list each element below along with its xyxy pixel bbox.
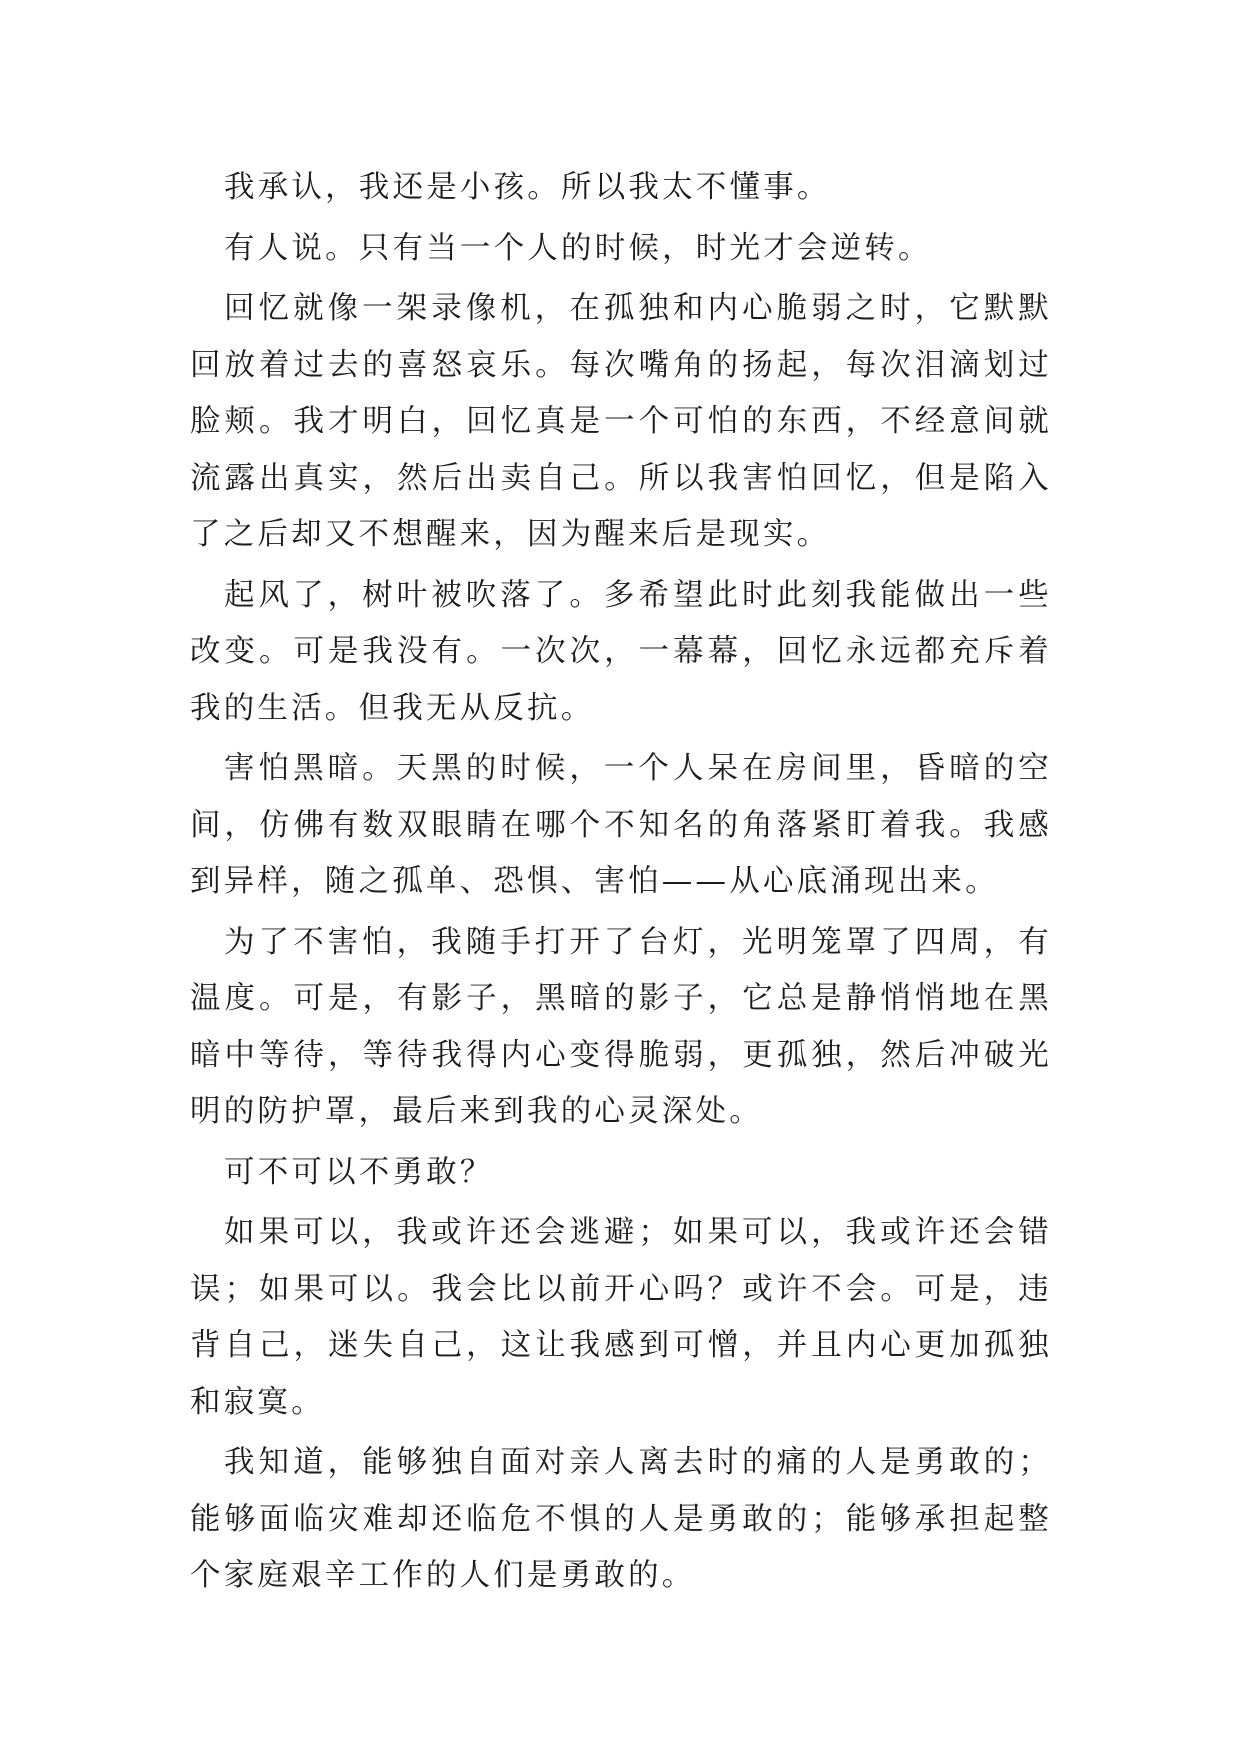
- paragraph: 如果可以，我或许还会逃避；如果可以，我或许还会错误；如果可以。我会比以前开心吗？或许不会。可是，违背自己，迷失自己，这让我感到可憎，并且内心更加孤独和寂寞。: [190, 1215, 1052, 1420]
- paragraph: 有人说。只有当一个人的时候，时光才会逆转。: [224, 230, 932, 266]
- paragraph: 可不可以不勇敢？: [224, 1154, 494, 1190]
- paragraph: 起风了，树叶被吹落了。多希望此时此刻我能做出一些改变。可是我没有。一次次，一幕幕，回忆永远都充斥着我的生活。但我无从反抗。: [190, 577, 1052, 726]
- paragraph: 为了不害怕，我随手打开了台灯，光明笼罩了四周，有温度。可是，有影子，黑暗的影子，它总是静悄悄地在黑暗中等待，等待我得内心变得脆弱，更孤独，然后冲破光明的防护罩，最后来到我的心灵深处。: [190, 924, 1052, 1129]
- paragraph: 我承认，我还是小孩。所以我太不懂事。: [224, 170, 831, 205]
- paragraph: 害怕黑暗。天黑的时候，一个人呆在房间里，昏暗的空间，仿佛有数双眼睛在哪个不知名的角落紧盯着我。我感到异样，随之孤单、恐惧、害怕——从心底涌现出来。: [190, 751, 1052, 899]
- document-body: [190, 160, 1052, 1609]
- paragraph: 回忆就像一架录像机，在孤独和内心脆弱之时，它默默回放着过去的喜怒哀乐。每次嘴角的扬起，每次泪滴划过脸颊。我才明白，回忆真是一个可怕的东西，不经意间就流露出真实，然后出卖自己。所以我害怕回忆，但是陷入了之后却又不想醒来，因为醒来后是现实。: [190, 291, 1052, 552]
- paragraph: 我知道，能够独自面对亲人离去时的痛的人是勇敢的；能够面临灾难却还临危不惧的人是勇敢的；能够承担起整个家庭艰辛工作的人们是勇敢的。: [190, 1445, 1052, 1593]
